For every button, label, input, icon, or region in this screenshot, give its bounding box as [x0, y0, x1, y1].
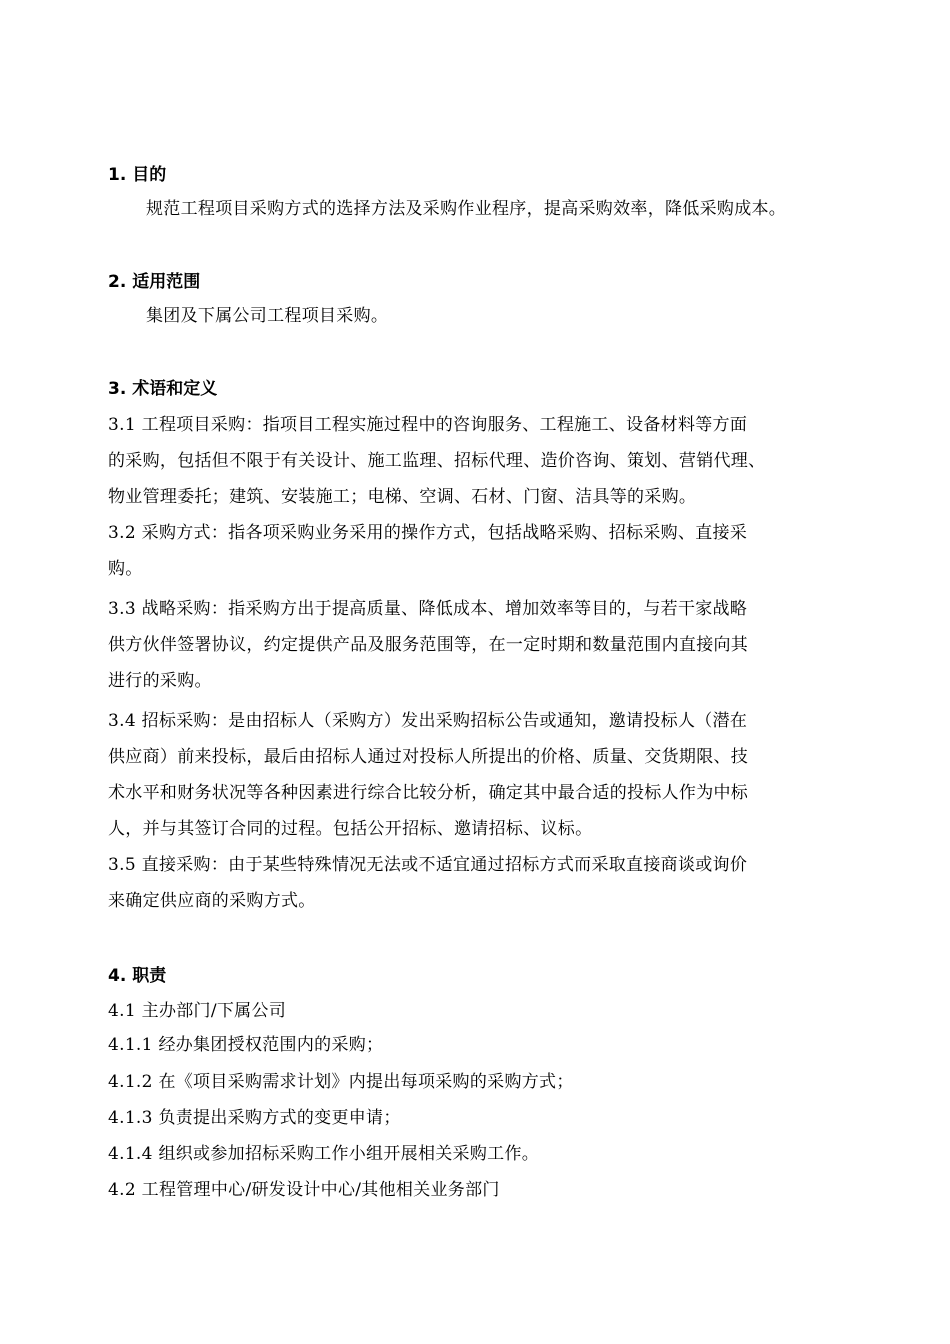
section-3-line: 购。 [108, 559, 143, 579]
section-3-line: 的采购，包括但不限于有关设计、施工监理、招标代理、造价咨询、策划、营销代理、 [108, 451, 766, 471]
section-3-line: 供方伙伴签署协议，约定提供产品及服务范围等，在一定时期和数量范围内直接向其 [108, 635, 749, 655]
section-4-line: 4.1.2 在《项目采购需求计划》内提出每项采购的采购方式； [108, 1072, 574, 1092]
section-4-line: 4.1.1 经办集团授权范围内的采购； [108, 1035, 384, 1055]
section-2-heading: 2. 适用范围 [108, 272, 201, 292]
section-3-line: 3.2 采购方式：指各项采购业务采用的操作方式，包括战略采购、招标采购、直接采 [108, 523, 748, 543]
section-4-heading: 4. 职责 [108, 966, 167, 986]
section-3-heading: 3. 术语和定义 [108, 379, 218, 399]
section-4-line: 4.1 主办部门/下属公司 [108, 1001, 287, 1021]
section-3-line: 3.3 战略采购：指采购方出于提高质量、降低成本、增加效率等目的，与若干家战略 [108, 599, 748, 619]
section-3-line: 物业管理委托；建筑、安装施工；电梯、空调、石材、门窗、洁具等的采购。 [108, 487, 697, 507]
section-4-line: 4.1.4 组织或参加招标采购工作小组开展相关采购工作。 [108, 1144, 540, 1164]
section-1-heading: 1. 目的 [108, 165, 167, 185]
section-3-line: 供应商）前来投标，最后由招标人通过对投标人所提出的价格、质量、交货期限、技 [108, 747, 749, 767]
section-3-line: 3.5 直接采购：由于某些特殊情况无法或不适宜通过招标方式而采取直接商谈或询价 [108, 855, 748, 875]
section-3-line: 3.4 招标采购：是由招标人（采购方）发出采购招标公告或通知，邀请投标人（潜在 [108, 711, 748, 731]
section-4-line: 4.2 工程管理中心/研发设计中心/其他相关业务部门 [108, 1180, 500, 1200]
section-3-line: 进行的采购。 [108, 671, 212, 691]
section-3-line: 术水平和财务状况等各种因素进行综合比较分析，确定其中最合适的投标人作为中标 [108, 783, 749, 803]
section-3-line: 来确定供应商的采购方式。 [108, 891, 316, 911]
section-4-line: 4.1.3 负责提出采购方式的变更申请； [108, 1108, 401, 1128]
section-3-line: 3.1 工程项目采购：指项目工程实施过程中的咨询服务、工程施工、设备材料等方面 [108, 415, 748, 435]
section-1-body: 规范工程项目采购方式的选择方法及采购作业程序，提高采购效率，降低采购成本。 [146, 199, 787, 219]
section-3-line: 人，并与其签订合同的过程。包括公开招标、邀请招标、议标。 [108, 819, 593, 839]
section-2-body: 集团及下属公司工程项目采购。 [146, 306, 389, 326]
